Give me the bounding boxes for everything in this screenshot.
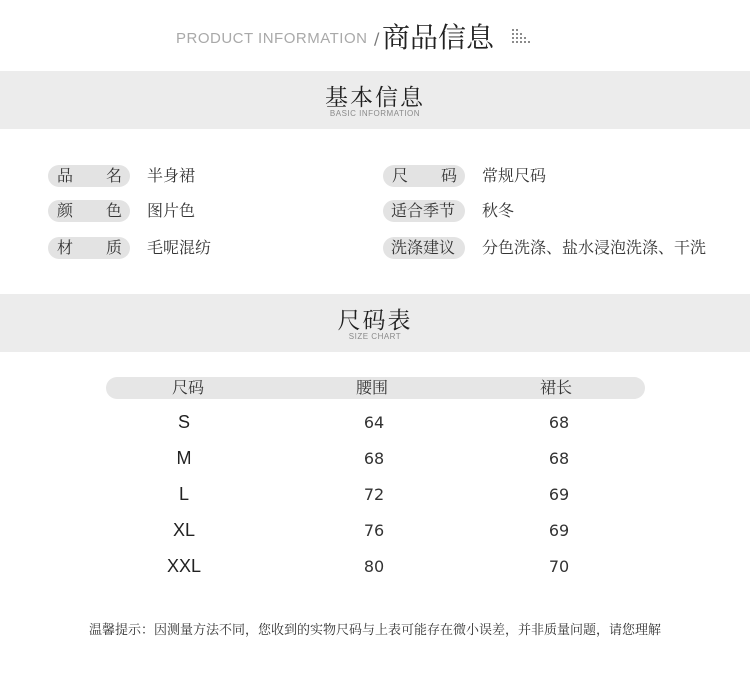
measurement-note: 温馨提示：因测量方法不同，您收到的实物尺码与上表可能存在微小误差，并非质量问题，请您理解 [88, 623, 661, 638]
label-pill-size [383, 165, 465, 187]
product-info-header [0, 0, 750, 70]
label-pill-material [48, 237, 130, 259]
waist-cell: 76 [363, 521, 385, 540]
value-season: 秋冬 [482, 201, 515, 220]
label-pill-name [48, 165, 130, 187]
length-cell: 69 [548, 521, 570, 540]
value-material: 毛呢混纺 [147, 238, 212, 257]
label-pill-season [383, 200, 465, 222]
value-washing: 分色洗涤、盐水浸泡洗涤、干洗 [482, 238, 707, 257]
label-pill-color [48, 200, 130, 222]
product-info-title-en: PRODUCT INFORMATION [176, 30, 368, 47]
header-size: 尺码 [171, 378, 204, 397]
value-size: 常规尺码 [482, 166, 547, 185]
size-cell: S [177, 412, 190, 432]
label-char: 颜 [57, 201, 74, 220]
size-chart-title: 尺码表 [337, 308, 413, 334]
label-pill-washing [383, 237, 465, 259]
title-separator: / [374, 29, 380, 48]
label-char: 名 [106, 166, 123, 185]
product-info-title-cn: 商品信息 [382, 21, 495, 54]
label-char: 材 [57, 238, 74, 257]
label-char: 质 [106, 238, 123, 257]
size-chart-band [0, 294, 750, 352]
size-cell: M [176, 448, 192, 468]
label-char: 品 [57, 166, 74, 185]
label-text: 洗涤建议 [391, 238, 456, 257]
size-cell: XL [172, 520, 196, 540]
decorative-dots-icon [510, 27, 534, 49]
label-char: 码 [441, 166, 458, 185]
length-cell: 68 [548, 413, 570, 432]
length-cell: 69 [548, 485, 570, 504]
waist-cell: 72 [363, 485, 385, 504]
waist-cell: 80 [363, 557, 385, 576]
value-color: 图片色 [147, 201, 196, 220]
size-chart-subtitle: SIZE CHART [348, 332, 402, 341]
label-char: 尺 [392, 166, 409, 185]
label-text: 适合季节 [391, 201, 456, 220]
basic-info-title: 基本信息 [325, 85, 425, 111]
label-char: 色 [106, 201, 123, 220]
value-name: 半身裙 [147, 166, 196, 185]
header-waist: 腰围 [355, 378, 388, 397]
header-length: 裙长 [539, 378, 572, 397]
basic-info-band [0, 71, 750, 129]
length-cell: 70 [548, 557, 570, 576]
waist-cell: 64 [363, 413, 385, 432]
size-cell: L [178, 484, 189, 504]
waist-cell: 68 [363, 449, 385, 468]
size-cell: XXL [166, 556, 202, 576]
length-cell: 68 [548, 449, 570, 468]
basic-info-subtitle: BASIC INFORMATION [329, 109, 421, 118]
